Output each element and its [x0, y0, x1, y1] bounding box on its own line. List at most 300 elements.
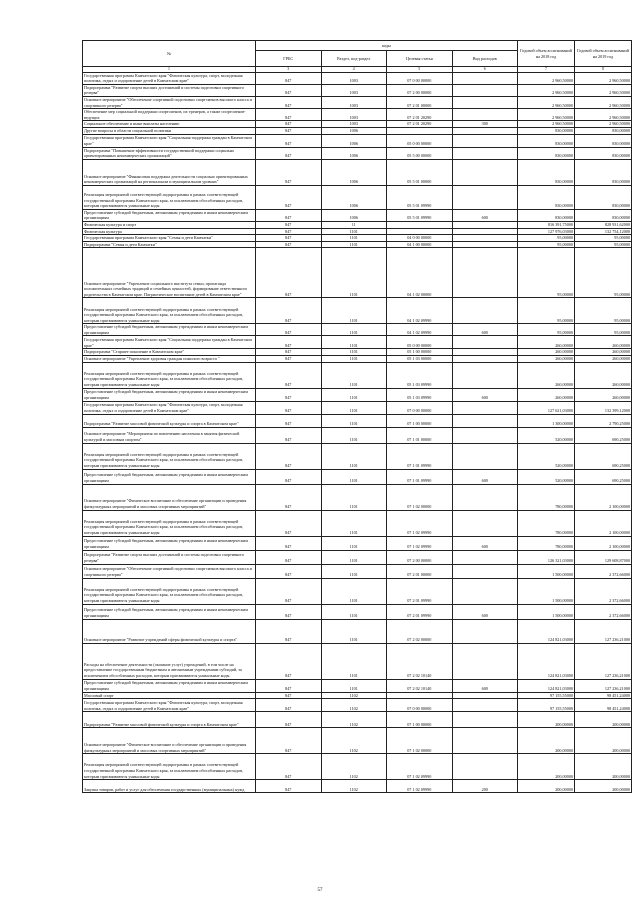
table-row: [83, 388, 632, 401]
row-sum-2019: 2 372,66000: [575, 564, 632, 578]
row-target-article: 07 1 02 00000: [387, 728, 453, 754]
row-name: Подпрограмма "Развитие массовой физической культуры и спорта в Камчатском крае": [83, 414, 256, 427]
row-grbs: 847: [256, 159, 322, 185]
row-target-article: 05 0 00 00000: [387, 134, 453, 147]
row-sum-2019: 2 960,50000: [575, 121, 632, 128]
row-section: 1102: [321, 780, 387, 793]
table-row: [83, 147, 632, 159]
table-row: [83, 134, 632, 147]
row-name: Реализация мероприятий соответствующей подпрограммы в рамках соответствующей государственной программы Камчатского края, за исключением обособленных расходов, которым присваиваются уникальные коды: [83, 185, 256, 209]
row-expense-type: 600: [452, 209, 518, 221]
row-grbs: 847: [256, 209, 322, 221]
row-name: Реализация мероприятий соответствующей подпрограммы в рамках соответствующей государственной программы Камчатского края, за исключением обособленных расходов, которым присваиваются уникальные коды: [83, 443, 256, 469]
row-grbs: 847: [256, 679, 322, 692]
row-expense-type: [452, 159, 518, 185]
row-name: Основное мероприятие "Развитие учреждений сферы физической культуры и спорта": [83, 619, 256, 643]
row-section: 11: [321, 221, 387, 228]
row-section: 1102: [321, 754, 387, 780]
row-sum-2019: 2 960,50000: [575, 109, 632, 121]
row-expense-type: 600: [452, 469, 518, 484]
row-sum-2018: 95,00000: [518, 248, 575, 298]
row-target-article: 07 2 00 00000: [387, 550, 453, 564]
column-number: 5: [387, 67, 453, 73]
row-sum-2018: 2 960,50000: [518, 72, 575, 84]
row-name: Основное мероприятие "Мероприятия по вовлечению населения в занятия физической культурой и массовым спортом": [83, 427, 256, 443]
row-sum-2018: 97 155,55000: [518, 692, 575, 699]
row-sum-2019: 95,00000: [575, 298, 632, 324]
table-row: [83, 469, 632, 484]
row-expense-type: [452, 443, 518, 469]
row-grbs: 847: [256, 147, 322, 159]
table-row: [83, 228, 632, 235]
row-expense-type: [452, 564, 518, 578]
row-sum-2018: 1 500,00000: [518, 564, 575, 578]
row-name: Закупка товаров, работ и услуг для обеспечения государственных (муниципальных) нужд: [83, 780, 256, 793]
row-name: Государственная программа Камчатского края "Социальная поддержка граждан в Камчатском крае": [83, 134, 256, 147]
row-name: Основное мероприятие "Укрепление здоровья граждан пожилого возраста ": [83, 356, 256, 363]
row-target-article: 05 5 01 09990: [387, 209, 453, 221]
row-name: Основное мероприятие "Финансовая поддержка деятельности социально ориентированных некоммерческих организаций на региональном и муниципальном уровнях": [83, 159, 256, 185]
row-sum-2019: 200,00000: [575, 780, 632, 793]
row-name: Массовый спорт: [83, 692, 256, 699]
row-sum-2019: 132 754,12000: [575, 228, 632, 235]
table-row: [83, 127, 632, 134]
header-number: №: [83, 41, 256, 67]
row-expense-type: [452, 241, 518, 248]
row-section: 1101: [321, 536, 387, 550]
row-grbs: 847: [256, 536, 322, 550]
row-target-article: [387, 221, 453, 228]
row-sum-2018: 830,00000: [518, 209, 575, 221]
row-sum-2018: 127 621,03000: [518, 401, 575, 414]
row-section: 1102: [321, 699, 387, 712]
row-name: Подпрограмма "Развитие спорта высших достижений и системы подготовки спортивного резерва": [83, 550, 256, 564]
row-target-article: 07 0 00 00000: [387, 72, 453, 84]
row-grbs: 847: [256, 443, 322, 469]
table-row: [83, 209, 632, 221]
row-sum-2018: 2 960,50000: [518, 96, 575, 108]
row-grbs: 847: [256, 564, 322, 578]
table-row: [83, 96, 632, 108]
row-name: Основное мероприятие "Физическое воспитание и обеспечение организации и проведения физкультурных мероприятий и массовых спортивных мероприятий": [83, 728, 256, 754]
header-target-article: Целевая статья: [387, 51, 453, 67]
row-expense-type: [452, 72, 518, 84]
row-sum-2018: 260,00000: [518, 349, 575, 356]
row-sum-2019: 200,00000: [575, 728, 632, 754]
row-expense-type: [452, 401, 518, 414]
row-target-article: 05 5 00 00000: [387, 147, 453, 159]
row-name: Основное мероприятие "Обеспечение спортивной подготовки спортсменов высокого класса и спортивного резерва": [83, 96, 256, 108]
row-section: 1101: [321, 578, 387, 604]
row-section: 1006: [321, 127, 387, 134]
row-sum-2019: 98 451,24000: [575, 692, 632, 699]
column-number: 3: [256, 67, 322, 73]
row-target-article: 07 2 02 10140: [387, 643, 453, 679]
row-section: 1101: [321, 469, 387, 484]
row-sum-2019: 2 372,66000: [575, 578, 632, 604]
table-row: [83, 221, 632, 228]
row-target-article: 07 1 02 09990: [387, 780, 453, 793]
row-grbs: 847: [256, 427, 322, 443]
row-section: 1101: [321, 443, 387, 469]
row-section: 1102: [321, 728, 387, 754]
header-sum-2019: Годовой объем ассигнований на 2019 год: [575, 41, 632, 67]
row-sum-2019: 2 960,50000: [575, 84, 632, 96]
table-row: [83, 484, 632, 510]
row-grbs: 847: [256, 643, 322, 679]
row-section: 1101: [321, 619, 387, 643]
row-expense-type: [452, 728, 518, 754]
row-section: 1101: [321, 324, 387, 336]
row-target-article: 07 2 01 09990: [387, 578, 453, 604]
row-expense-type: [452, 692, 518, 699]
row-sum-2018: 520,00000: [518, 443, 575, 469]
row-name: Предоставление субсидий бюджетным, автономным учреждениям и иным некоммерческим организациям: [83, 324, 256, 336]
page-number: 57: [317, 888, 323, 893]
header-codes: коды: [256, 41, 518, 51]
table-body: [83, 72, 632, 793]
row-target-article: [387, 692, 453, 699]
row-grbs: 847: [256, 469, 322, 484]
table-row: [83, 356, 632, 363]
row-name: Государственная программа Камчатского края "Физическая культура, спорт, молодежная политика, отдых и оздоровление детей в Камчатском крае": [83, 72, 256, 84]
row-section: 1101: [321, 356, 387, 363]
row-section: 1101: [321, 401, 387, 414]
row-expense-type: 300: [452, 121, 518, 128]
budget-table: [82, 40, 632, 793]
header-section: Раздел, под-раздел: [321, 51, 387, 67]
table-row: [83, 298, 632, 324]
row-grbs: 847: [256, 84, 322, 96]
row-name: Подпрограмма "Развитие массовой физической культуры и спорта в Камчатском крае": [83, 712, 256, 728]
row-sum-2019: 2 372,66000: [575, 604, 632, 619]
row-name: Государственная программа Камчатского края "Физическая культура, спорт, молодежная политика, отдых и оздоровление детей в Камчатском крае": [83, 699, 256, 712]
row-expense-type: [452, 643, 518, 679]
row-sum-2018: 124 821,03000: [518, 643, 575, 679]
row-expense-type: [452, 578, 518, 604]
row-section: 1101: [321, 510, 387, 536]
table-row: [83, 754, 632, 780]
row-section: 1006: [321, 134, 387, 147]
row-target-article: 07 2 02 10140: [387, 679, 453, 692]
row-grbs: 847: [256, 619, 322, 643]
row-grbs: 847: [256, 692, 322, 699]
row-grbs: 847: [256, 484, 322, 510]
row-sum-2018: 260,00000: [518, 356, 575, 363]
row-name: Подпрограмма "Семья и дети Камчатки": [83, 241, 256, 248]
header-expense-type: Вид расходов: [452, 51, 518, 67]
row-expense-type: [452, 362, 518, 388]
row-target-article: 07 2 01 20290: [387, 109, 453, 121]
row-grbs: 847: [256, 134, 322, 147]
table-row: [83, 84, 632, 96]
row-sum-2019: 260,00000: [575, 362, 632, 388]
row-sum-2018: 95,00000: [518, 298, 575, 324]
table-row: [83, 72, 632, 84]
table-row: [83, 692, 632, 699]
row-sum-2019: 260,00000: [575, 356, 632, 363]
row-expense-type: [452, 550, 518, 564]
row-expense-type: [452, 414, 518, 427]
table-row: [83, 728, 632, 754]
row-sum-2018: 200,00000: [518, 754, 575, 780]
row-sum-2019: 830,00000: [575, 209, 632, 221]
row-target-article: 07 2 01 09990: [387, 604, 453, 619]
row-grbs: 847: [256, 362, 322, 388]
row-sum-2019: 2 100,00000: [575, 536, 632, 550]
row-expense-type: [452, 248, 518, 298]
table-row: [83, 121, 632, 128]
row-section: 1003: [321, 96, 387, 108]
row-sum-2018: 95,00000: [518, 324, 575, 336]
row-name: Предоставление субсидий бюджетным, автономным учреждениям и иным некоммерческим организациям: [83, 536, 256, 550]
row-expense-type: 600: [452, 324, 518, 336]
row-target-article: 04 1 02 09990: [387, 324, 453, 336]
row-grbs: 847: [256, 127, 322, 134]
row-name: Подпрограмма "Развитие спорта высших достижений и системы подготовки спортивного резерва": [83, 84, 256, 96]
row-sum-2018: 816 391,75000: [518, 221, 575, 228]
row-grbs: 847: [256, 712, 322, 728]
row-expense-type: 600: [452, 604, 518, 619]
row-sum-2019: 260,00000: [575, 336, 632, 349]
row-grbs: 847: [256, 248, 322, 298]
row-sum-2019: 2 790,25000: [575, 414, 632, 427]
row-expense-type: [452, 221, 518, 228]
row-sum-2019: 260,00000: [575, 388, 632, 401]
row-expense-type: [452, 127, 518, 134]
row-sum-2018: 126 321,03000: [518, 550, 575, 564]
row-expense-type: [452, 185, 518, 209]
row-name: Реализация мероприятий соответствующей подпрограммы в рамках соответствующей государственной программы Камчатского края, за исключением обособленных расходов, которым присваиваются уникальные коды: [83, 362, 256, 388]
row-expense-type: [452, 109, 518, 121]
row-section: 1101: [321, 604, 387, 619]
table-row: [83, 185, 632, 209]
row-sum-2019: 127 236,21000: [575, 643, 632, 679]
table-row: [83, 336, 632, 349]
row-grbs: 847: [256, 336, 322, 349]
row-sum-2018: 124 821,03000: [518, 679, 575, 692]
row-target-article: 05 5 01 00000: [387, 159, 453, 185]
table-row: [83, 248, 632, 298]
row-sum-2018: 2 960,50000: [518, 121, 575, 128]
row-expense-type: [452, 336, 518, 349]
row-sum-2018: 780,00000: [518, 536, 575, 550]
row-expense-type: [452, 427, 518, 443]
row-grbs: 847: [256, 414, 322, 427]
header-sum-2018: Годовой объем ассигнований на 2018 год: [518, 41, 575, 67]
table-row: [83, 712, 632, 728]
row-expense-type: [452, 510, 518, 536]
row-grbs: 847: [256, 780, 322, 793]
row-target-article: 07 2 01 00000: [387, 564, 453, 578]
row-name: Государственная программа Камчатского края "Физическая культура, спорт, молодежная политика, отдых и оздоровление детей в Камчатском крае": [83, 401, 256, 414]
row-name: Предоставление субсидий бюджетным, автономным учреждениям и иным некоммерческим организациям: [83, 209, 256, 221]
table-row: [83, 550, 632, 564]
table-row: [83, 235, 632, 242]
row-section: 1101: [321, 349, 387, 356]
row-expense-type: [452, 84, 518, 96]
row-grbs: 847: [256, 699, 322, 712]
row-sum-2018: 2 960,50000: [518, 109, 575, 121]
row-target-article: [387, 127, 453, 134]
row-name: Социальное обеспечение и иные выплаты населению: [83, 121, 256, 128]
row-name: Физическая культура и спорт: [83, 221, 256, 228]
row-target-article: [387, 228, 453, 235]
row-section: 1101: [321, 298, 387, 324]
table-row: [83, 109, 632, 121]
row-sum-2018: 780,00000: [518, 484, 575, 510]
row-target-article: 04 1 02 00000: [387, 248, 453, 298]
table-row: [83, 578, 632, 604]
row-target-article: 07 2 01 00000: [387, 96, 453, 108]
row-grbs: 847: [256, 185, 322, 209]
row-section: 1101: [321, 388, 387, 401]
row-name: Основное мероприятие "Обеспечение спортивной подготовки спортсменов высокого класса и спортивного резерва": [83, 564, 256, 578]
row-expense-type: [452, 699, 518, 712]
row-name: Реализация мероприятий соответствующей подпрограммы в рамках соответствующей государственной программы Камчатского края, за исключением обособленных расходов, которым присваиваются уникальные коды: [83, 510, 256, 536]
table-row: [83, 564, 632, 578]
row-section: 1101: [321, 362, 387, 388]
row-section: 1101: [321, 228, 387, 235]
row-expense-type: 600: [452, 536, 518, 550]
row-section: 1101: [321, 679, 387, 692]
row-sum-2018: 830,00000: [518, 147, 575, 159]
row-name: Основное мероприятие "Физическое воспитание и обеспечение организации и проведения физкультурных мероприятий и массовых спортивных мероприятий": [83, 484, 256, 510]
row-name: Реализация мероприятий соответствующей подпрограммы в рамках соответствующей государственной программы Камчатского края, за исключением обособленных расходов, которым присваиваются уникальные коды: [83, 298, 256, 324]
row-expense-type: [452, 147, 518, 159]
row-sum-2019: 95,00000: [575, 241, 632, 248]
row-sum-2019: 127 236,21000: [575, 619, 632, 643]
row-expense-type: [452, 754, 518, 780]
row-sum-2019: 132 399,12000: [575, 401, 632, 414]
row-grbs: 847: [256, 235, 322, 242]
column-number: 7: [518, 67, 575, 73]
row-sum-2019: 95,00000: [575, 324, 632, 336]
row-sum-2019: 830,00000: [575, 134, 632, 147]
table-row: [83, 324, 632, 336]
row-sum-2019: 95,00000: [575, 248, 632, 298]
row-sum-2019: 2 100,00000: [575, 510, 632, 536]
row-sum-2019: 690,25000: [575, 427, 632, 443]
row-section: 1006: [321, 209, 387, 221]
table-row: [83, 619, 632, 643]
row-sum-2019: 129 608,87000: [575, 550, 632, 564]
table-row: [83, 401, 632, 414]
row-sum-2018: 95,00000: [518, 241, 575, 248]
row-sum-2019: 2 960,50000: [575, 96, 632, 108]
row-target-article: 07 1 01 09990: [387, 469, 453, 484]
row-name: Обеспечение мер социальной поддержки спортсменов, их тренеров, а также спортсменов-ведущих: [83, 109, 256, 121]
table-row: [83, 780, 632, 793]
row-grbs: 847: [256, 754, 322, 780]
row-sum-2019: 828 931,62000: [575, 221, 632, 228]
row-sum-2019: 830,00000: [575, 127, 632, 134]
row-section: 1006: [321, 147, 387, 159]
row-section: 1101: [321, 414, 387, 427]
row-target-article: 07 2 02 00000: [387, 619, 453, 643]
row-sum-2018: 260,00000: [518, 388, 575, 401]
row-section: 1003: [321, 121, 387, 128]
budget-table-page: [82, 40, 632, 793]
row-sum-2018: 97 155,55000: [518, 699, 575, 712]
row-target-article: 07 1 01 09990: [387, 443, 453, 469]
row-sum-2018: 830,00000: [518, 159, 575, 185]
row-sum-2019: 690,25000: [575, 443, 632, 469]
row-sum-2019: 260,00000: [575, 349, 632, 356]
row-name: Другие вопросы в области социальной политики: [83, 127, 256, 134]
row-name: Государственная программа Камчатского края "Социальная поддержка граждан в Камчатском крае": [83, 336, 256, 349]
row-sum-2018: 1 500,00000: [518, 578, 575, 604]
row-sum-2019: 690,25000: [575, 469, 632, 484]
row-section: 1101: [321, 248, 387, 298]
row-grbs: 847: [256, 550, 322, 564]
table-row: [83, 536, 632, 550]
row-section: 1101: [321, 484, 387, 510]
row-sum-2019: 95,00000: [575, 235, 632, 242]
row-target-article: 07 2 00 00000: [387, 84, 453, 96]
row-section: 1101: [321, 643, 387, 679]
row-target-article: 07 1 02 09990: [387, 536, 453, 550]
row-grbs: 847: [256, 324, 322, 336]
row-section: 1006: [321, 185, 387, 209]
row-sum-2018: 1 500,00000: [518, 604, 575, 619]
row-sum-2018: 520,00000: [518, 469, 575, 484]
row-target-article: 07 1 02 00000: [387, 484, 453, 510]
table-row: [83, 643, 632, 679]
row-target-article: 07 1 00 00000: [387, 414, 453, 427]
row-grbs: 847: [256, 349, 322, 356]
table-row: [83, 414, 632, 427]
row-section: 1101: [321, 235, 387, 242]
row-section: 1101: [321, 241, 387, 248]
header-grbs: ГРБС: [256, 51, 322, 67]
row-sum-2019: 830,00000: [575, 185, 632, 209]
row-grbs: 847: [256, 401, 322, 414]
row-grbs: 847: [256, 228, 322, 235]
row-grbs: 847: [256, 728, 322, 754]
table-row: [83, 349, 632, 356]
row-section: 1102: [321, 712, 387, 728]
table-row: [83, 604, 632, 619]
row-section: 1101: [321, 564, 387, 578]
row-sum-2018: 200,00000: [518, 780, 575, 793]
row-sum-2018: 520,00000: [518, 427, 575, 443]
row-sum-2018: 780,00000: [518, 510, 575, 536]
row-sum-2018: 124 821,03000: [518, 619, 575, 643]
row-expense-type: [452, 298, 518, 324]
row-target-article: 07 0 00 00000: [387, 401, 453, 414]
row-expense-type: [452, 228, 518, 235]
column-number: 8: [575, 67, 632, 73]
row-sum-2018: 830,00000: [518, 185, 575, 209]
row-target-article: 07 1 01 00000: [387, 427, 453, 443]
column-number: 6: [452, 67, 518, 73]
column-number: 4: [321, 67, 387, 73]
row-expense-type: [452, 619, 518, 643]
row-expense-type: [452, 712, 518, 728]
column-number: 1: [83, 67, 256, 73]
row-grbs: 847: [256, 604, 322, 619]
row-expense-type: [452, 235, 518, 242]
row-sum-2018: 260,00000: [518, 336, 575, 349]
row-grbs: 847: [256, 356, 322, 363]
row-expense-type: 600: [452, 679, 518, 692]
table-row: [83, 510, 632, 536]
row-expense-type: [452, 356, 518, 363]
row-sum-2018: 2 960,50000: [518, 84, 575, 96]
row-grbs: 847: [256, 578, 322, 604]
row-sum-2019: 830,00000: [575, 159, 632, 185]
